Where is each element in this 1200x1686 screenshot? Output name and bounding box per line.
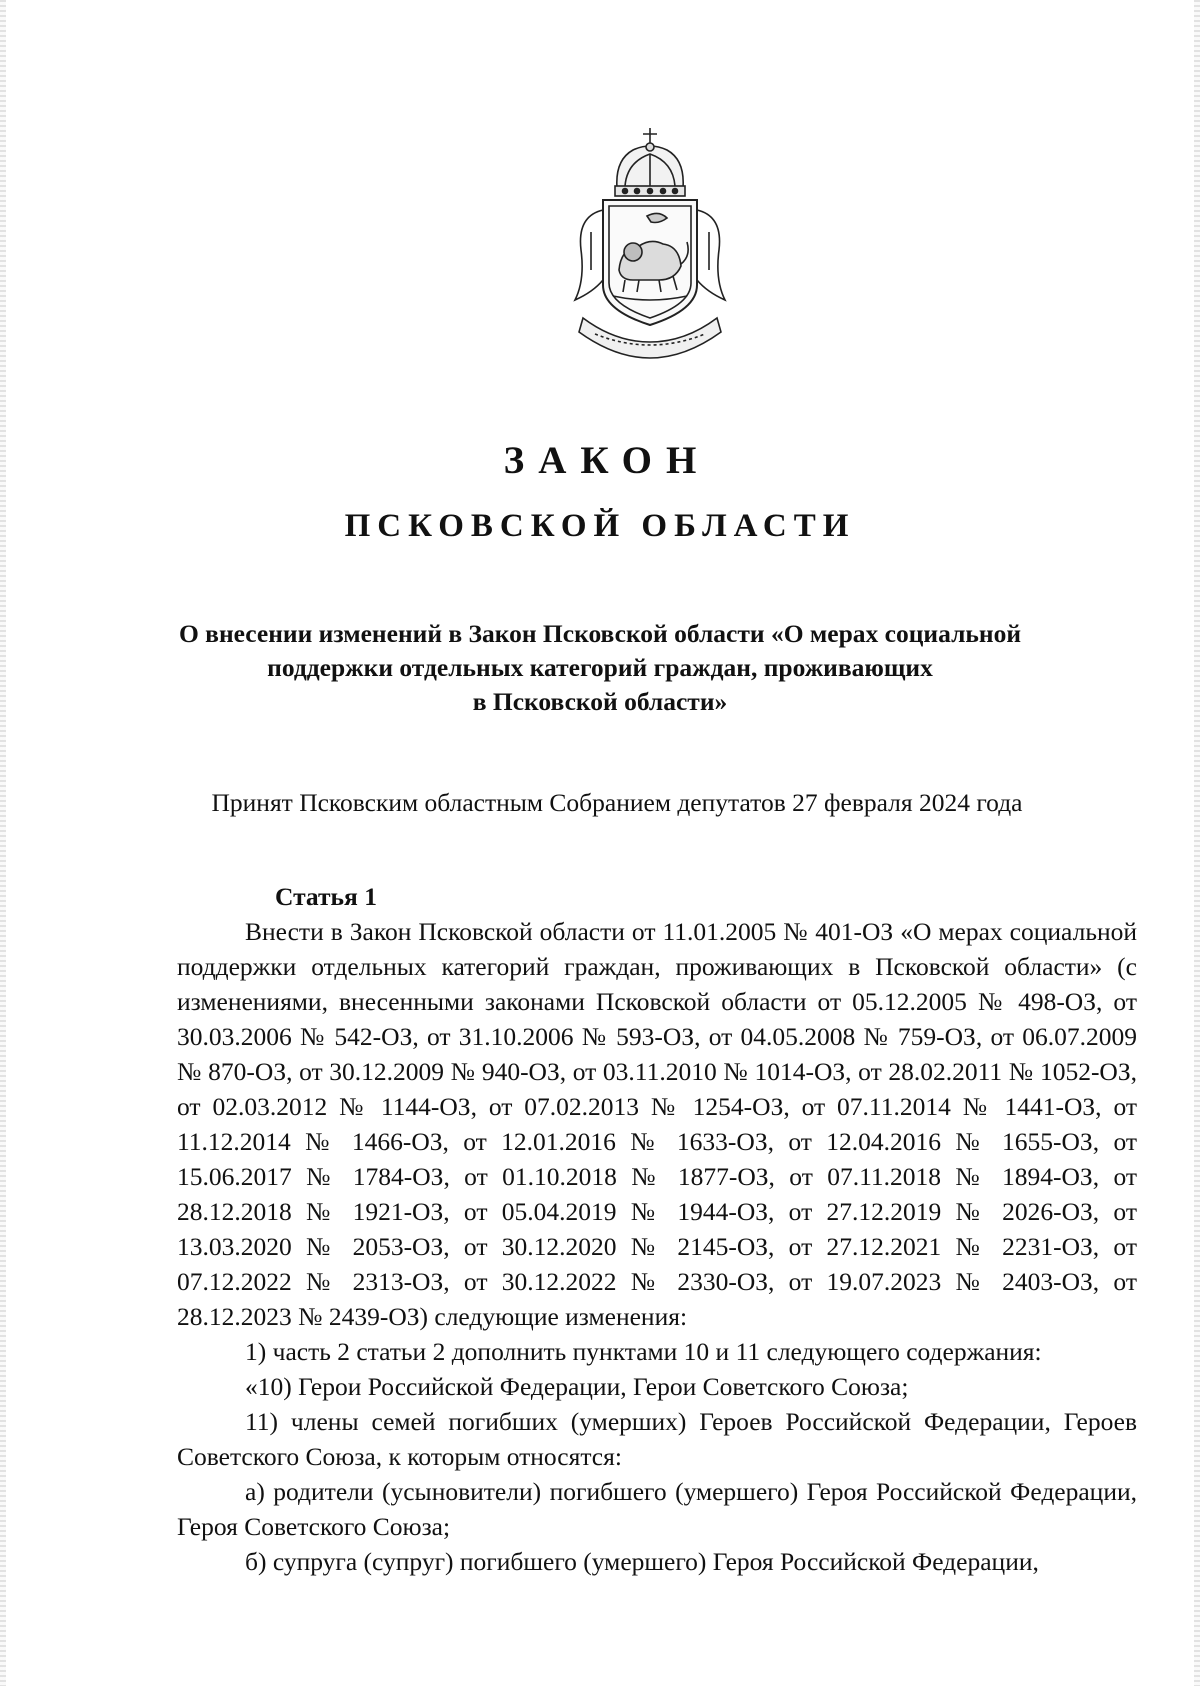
scan-edge-right: [1194, 0, 1200, 1686]
scan-edge-left: [0, 0, 6, 1686]
law-heading: [150, 617, 1050, 719]
article-body: [177, 879, 1137, 1579]
adoption-statement: Принят Псковским областным Собранием депутатов 27 февраля 2024 года: [211, 788, 1023, 817]
law-heading-line: в Псковской области»: [472, 687, 728, 716]
article-title: Статья 1: [275, 882, 377, 911]
article-paragraph: «10) Герои Российской Федерации, Герои Советского Союза;: [245, 1372, 909, 1401]
law-heading-line: поддержки отдельных категорий граждан, проживающих: [267, 653, 933, 682]
article-intro-paragraph: Внести в Закон Псковской области от 11.01.2005 № 401-ОЗ «О мерах социальной поддержки отдельных категорий граждан, проживающих в Псковской области» (с изменениями, внесенными законами Псковской области от 05.12.2005 № 498-ОЗ, от 30.03.2006 № 542-ОЗ, от 31.10.2006 № 593-ОЗ, от 04.05.2008 № 759-ОЗ, от 06.07.2009 № 870-ОЗ, от 30.12.2009 № 940-ОЗ, от 03.11.2010 № 1014-ОЗ, от 28.02.2011 № 1052-ОЗ, от 02.03.2012 № 1144-ОЗ, от 07.02.2013 № 1254-ОЗ, от 07.11.2014 № 1441-ОЗ, от 11.12.2014 № 1466-ОЗ, от 12.01.2016 № 1633-ОЗ, от 12.04.2016 № 1655-ОЗ, от 15.06.2017 № 1784-ОЗ, от 01.10.2018 № 1877-ОЗ, от 07.11.2018 № 1894-ОЗ, от 28.12.2018 № 1921-ОЗ, от 05.04.2019 № 1944-ОЗ, от 27.12.2019 № 2026-ОЗ, от 13.03.2020 № 2053-ОЗ, от 30.12.2020 № 2145-ОЗ, от 27.12.2021 № 2231-ОЗ, от 07.12.2022 № 2313-ОЗ, от 30.12.2022 № 2330-ОЗ, от 19.07.2023 № 2403-ОЗ, от 28.12.2023 № 2439-ОЗ) следующие изменения:: [177, 917, 1137, 1331]
region-title: ПСКОВСКОЙ ОБЛАСТИ: [344, 508, 856, 544]
pskov-coat-of-arms-icon: [555, 120, 745, 365]
article-paragraph: 11) члены семей погибших (умерших) Героев Российской Федерации, Героев Советского Союза, к которым относятся:: [177, 1407, 1137, 1471]
article-paragraph: б) супруга (супруг) погибшего (умершего) Героя Российской Федерации,: [245, 1547, 1039, 1576]
article-paragraph: а) родители (усыновители) погибшего (умершего) Героя Российской Федерации, Героя Советского Союза;: [177, 1477, 1137, 1541]
document-type-title: ЗАКОН: [503, 439, 711, 482]
article-paragraph: 1) часть 2 статьи 2 дополнить пунктами 10 и 11 следующего содержания:: [245, 1337, 1042, 1366]
law-heading-line: О внесении изменений в Закон Псковской области «О мерах социальной: [178, 619, 1022, 648]
